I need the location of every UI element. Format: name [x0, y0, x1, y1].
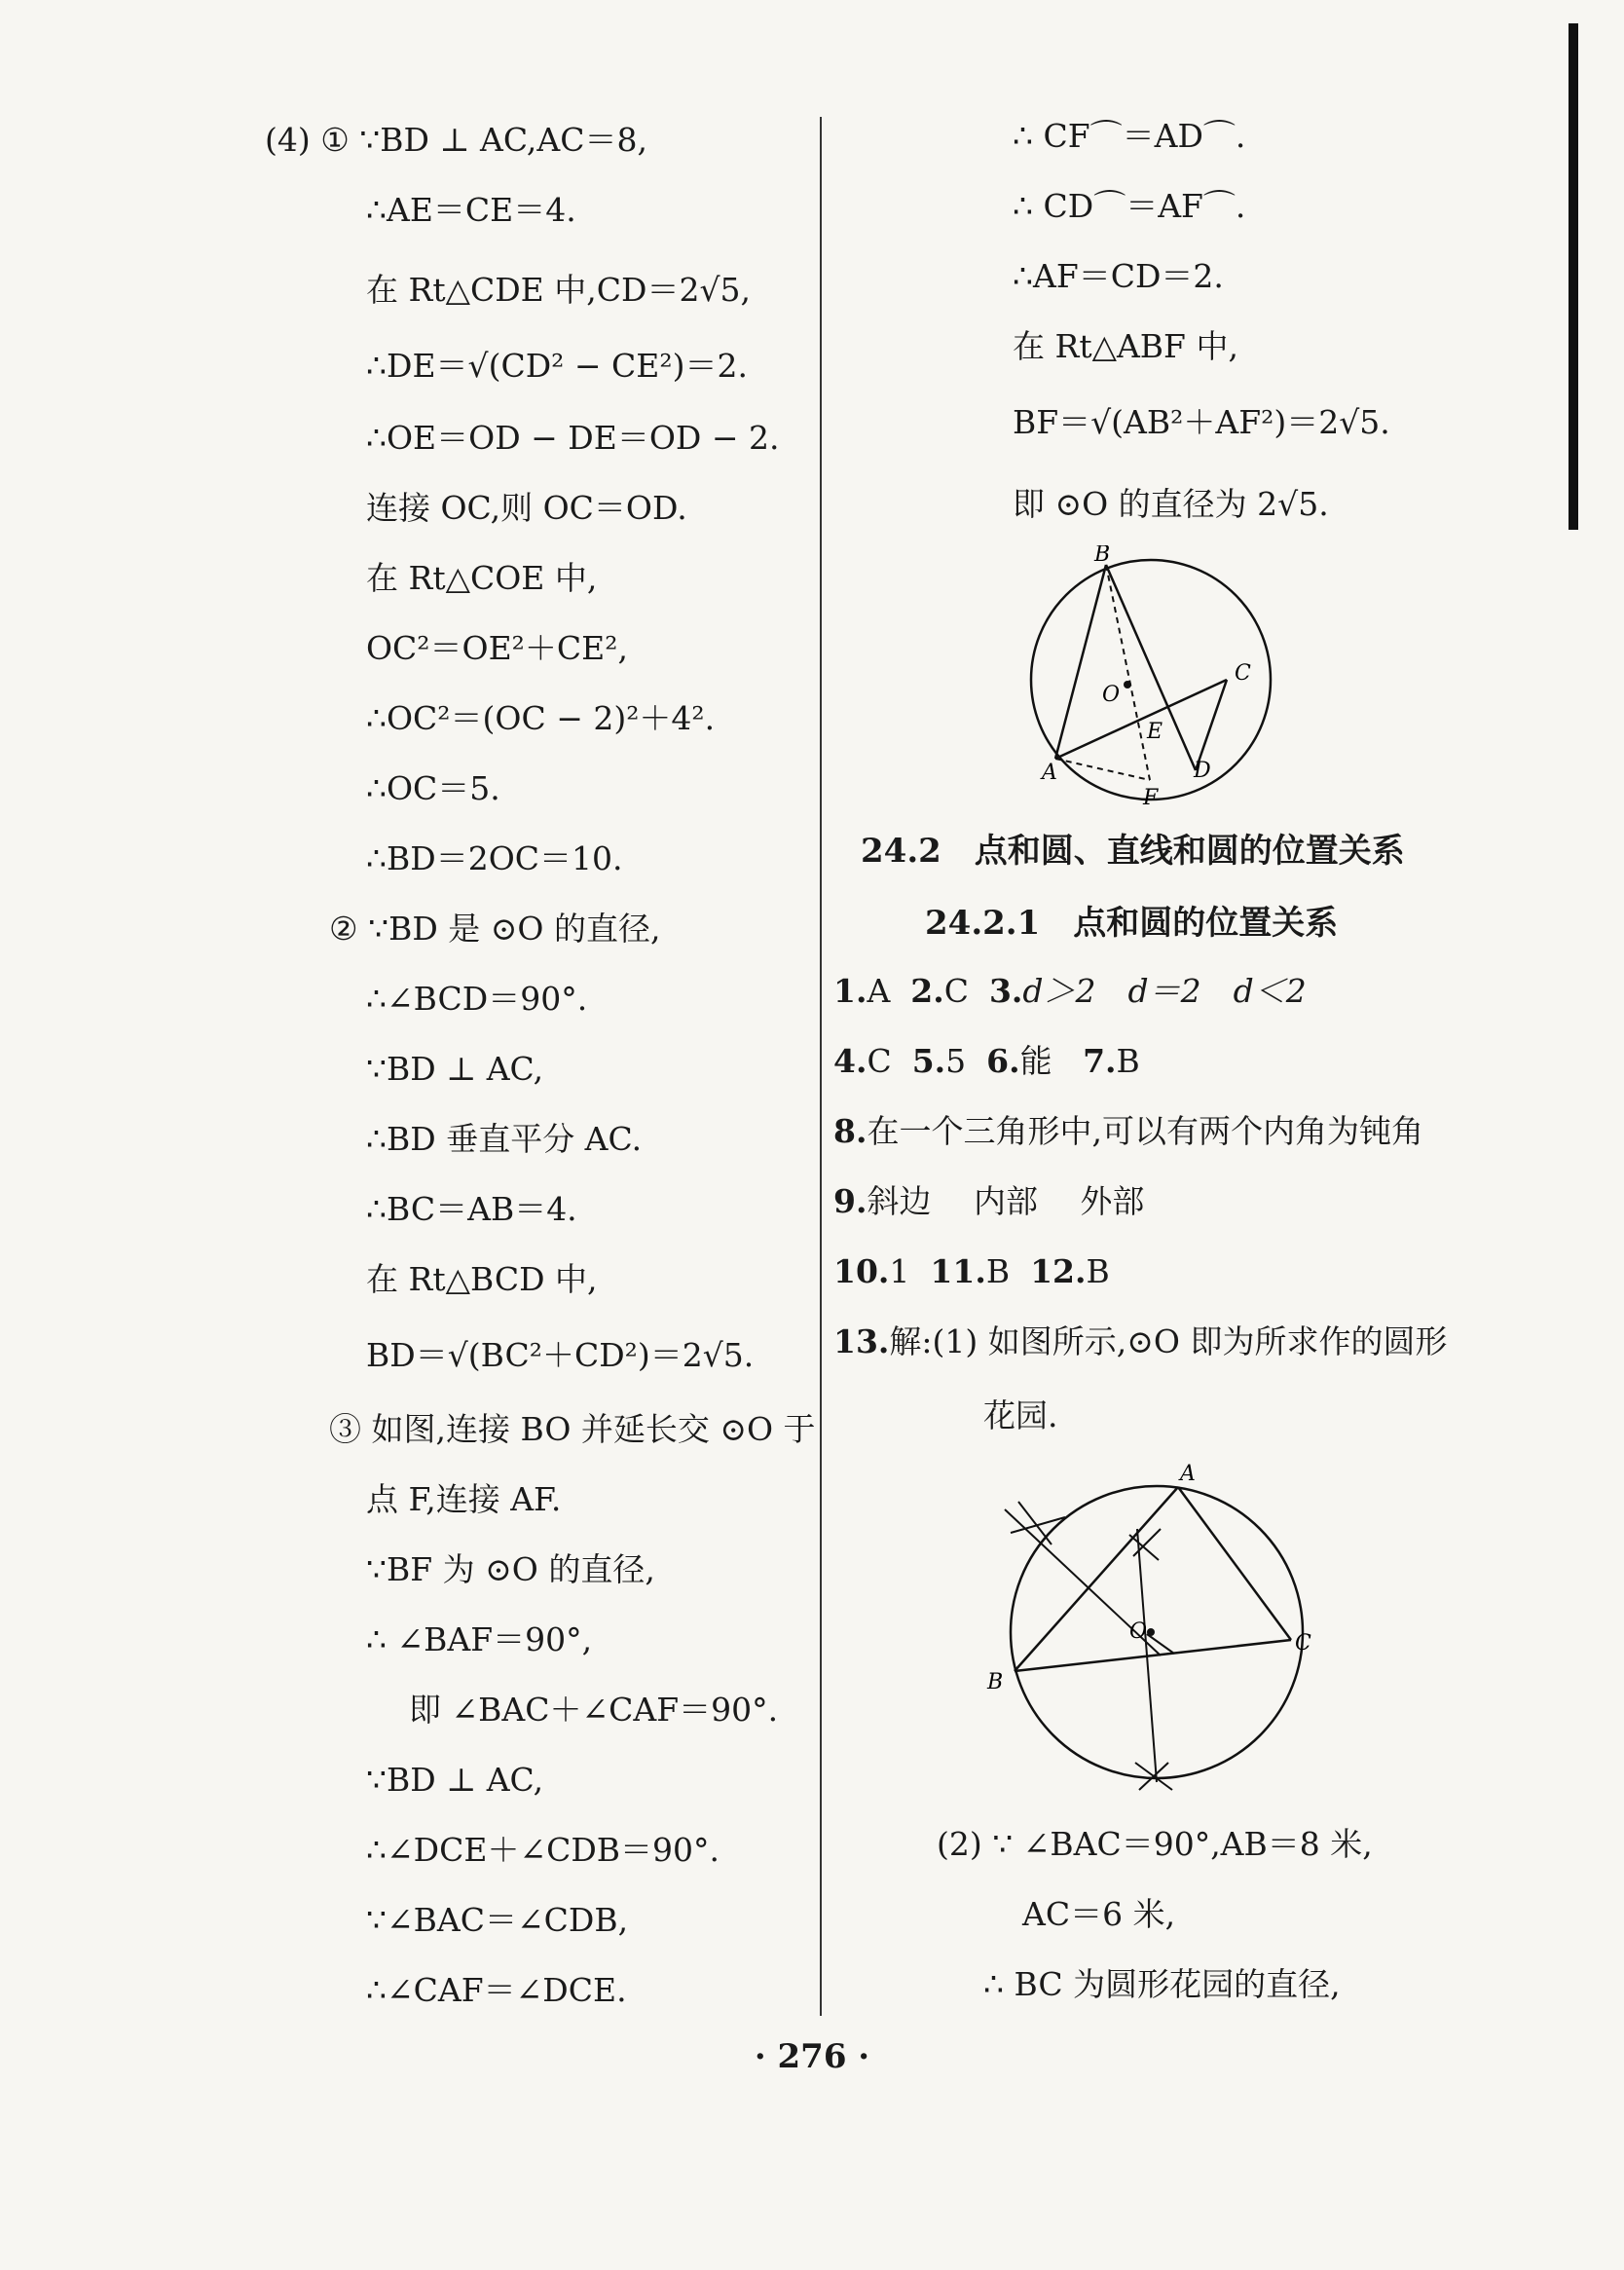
left-line-1: (4) ① ∵BD ⊥ AC,AC＝8,	[265, 121, 647, 159]
fig1-label-C: C	[1235, 661, 1251, 686]
fig1-label-O: O	[1102, 683, 1121, 707]
fig2-center-dot	[1147, 1628, 1155, 1636]
left-line-18: BD＝√(BC²＋CD²)＝2√5.	[366, 1336, 755, 1374]
q13-part2-line-1: (2) ∵ ∠BAC＝90°,AB＝8 米,	[937, 1825, 1373, 1863]
right-line-2: ∴ CD⌒＝AF⌒.	[1013, 187, 1246, 225]
left-line-6: 连接 OC,则 OC＝OD.	[366, 489, 687, 527]
left-line-7: 在 Rt△COE 中,	[366, 559, 598, 597]
answer-text: 能	[1019, 1042, 1052, 1080]
answer-text: C	[867, 1042, 892, 1080]
left-line-20: 点 F,连接 AF.	[366, 1480, 562, 1518]
left-line-27: ∴∠CAF＝∠DCE.	[366, 1971, 627, 2009]
answer-text: C	[943, 972, 969, 1010]
page-edge-bar	[1569, 23, 1578, 530]
fig2-label-C: C	[1295, 1631, 1311, 1656]
answer-text: A	[867, 972, 891, 1010]
answer-num: 8.	[833, 1112, 867, 1150]
left-line-21: ∵BF 为 ⊙O 的直径,	[366, 1550, 655, 1588]
fig1-line-BA	[1055, 565, 1106, 759]
fig1-line-CD	[1196, 680, 1227, 770]
fig2-label-O: O	[1129, 1619, 1148, 1644]
fig1-label-D: D	[1194, 759, 1211, 783]
left-line-17: 在 Rt△BCD 中,	[366, 1260, 598, 1298]
answer-num: 11.	[930, 1252, 986, 1290]
fig2-arc-3b	[1139, 1763, 1168, 1790]
left-line-4: ∴DE＝√(CD² − CE²)＝2.	[366, 347, 748, 385]
answer-row-1	[833, 970, 1307, 1013]
answer-text: 在一个三角形中,可以有两个内角为钝角	[867, 1112, 1423, 1150]
answer-row-4	[833, 1180, 1144, 1223]
q13-part2-line-3: ∴ BC 为圆形花园的直径,	[983, 1965, 1341, 2003]
answer-num: 12.	[1030, 1252, 1087, 1290]
fig2-arc-4a	[1147, 1634, 1174, 1654]
answer-text: d＞2 d＝2 d＜2	[1022, 972, 1307, 1010]
left-line-11: ∴BD＝2OC＝10.	[366, 839, 623, 877]
left-line-23: 即 ∠BAC＋∠CAF＝90°.	[409, 1691, 779, 1729]
left-line-26: ∵∠BAC＝∠CDB,	[366, 1901, 629, 1939]
answer-row-6	[833, 1321, 1447, 1363]
subsection-title: 24.2.1 点和圆的位置关系	[925, 904, 1339, 943]
page-number: · 276 ·	[754, 2037, 870, 2076]
fig1-line-AC	[1055, 680, 1227, 759]
left-line-14: ∵BD ⊥ AC,	[366, 1050, 544, 1088]
fig2-circle	[1011, 1486, 1303, 1778]
answer-num: 13.	[833, 1322, 890, 1360]
answer-num: 9.	[833, 1182, 867, 1220]
figure-circle-construction	[983, 1459, 1314, 1800]
answer-text: 5	[945, 1042, 967, 1080]
left-line-3: 在 Rt△CDE 中,CD＝2√5,	[366, 271, 751, 309]
q13-part2-line-2: AC＝6 米,	[1022, 1895, 1176, 1933]
answer-num: 6.	[986, 1042, 1020, 1080]
left-line-9: ∴OC²＝(OC − 2)²＋4².	[366, 699, 716, 737]
right-line-1: ∴ CF⌒＝AD⌒.	[1013, 117, 1246, 155]
right-line-5: BF＝√(AB²＋AF²)＝2√5.	[1013, 403, 1390, 441]
fig2-line-AB	[1015, 1487, 1178, 1671]
answer-text: B	[1116, 1042, 1140, 1080]
left-line-24: ∵BD ⊥ AC,	[366, 1761, 544, 1799]
answer-text: B	[985, 1252, 1011, 1290]
answer-13-continued: 花园.	[983, 1396, 1058, 1434]
answer-num: 10.	[833, 1252, 890, 1290]
answer-text: 解:(1) 如图所示,⊙O 即为所求作的圆形	[889, 1322, 1448, 1360]
section-title: 24.2 点和圆、直线和圆的位置关系	[861, 832, 1405, 871]
right-line-4: 在 Rt△ABF 中,	[1013, 327, 1238, 365]
fig1-center-dot	[1124, 681, 1131, 688]
answer-num: 7.	[1083, 1042, 1117, 1080]
left-line-2: ∴AE＝CE＝4.	[366, 191, 576, 229]
fig1-label-F: F	[1143, 786, 1159, 808]
answer-text: 斜边 内部 外部	[867, 1182, 1145, 1220]
answer-row-2	[833, 1040, 1140, 1083]
answer-num: 1.	[833, 972, 867, 1010]
answer-row-3	[833, 1110, 1423, 1153]
right-line-6: 即 ⊙O 的直径为 2√5.	[1013, 485, 1329, 523]
left-line-25: ∴∠DCE＋∠CDB＝90°.	[366, 1831, 720, 1869]
fig2-label-B: B	[987, 1670, 1004, 1694]
fig1-label-B: B	[1094, 545, 1111, 567]
fig1-label-E: E	[1147, 720, 1163, 744]
column-divider	[820, 117, 822, 2016]
left-line-22: ∴ ∠BAF＝90°,	[366, 1620, 593, 1658]
figure-circle-abcd	[1013, 545, 1295, 808]
left-line-10: ∴OC＝5.	[366, 769, 500, 807]
answer-text: 1	[889, 1252, 910, 1290]
answer-num: 4.	[833, 1042, 867, 1080]
fig2-label-A: A	[1180, 1462, 1196, 1486]
answer-row-5	[833, 1250, 1110, 1293]
left-line-13: ∴∠BCD＝90°.	[366, 980, 588, 1018]
answer-num: 3.	[988, 972, 1023, 1010]
right-line-3: ∴AF＝CD＝2.	[1013, 257, 1224, 295]
fig1-line-BF	[1106, 565, 1150, 780]
answer-num: 2.	[910, 972, 944, 1010]
left-line-12: ② ∵BD 是 ⊙O 的直径,	[329, 910, 661, 948]
left-line-19: ③ 如图,连接 BO 并延长交 ⊙O 于	[329, 1410, 816, 1448]
left-line-5: ∴OE＝OD − DE＝OD − 2.	[366, 419, 780, 457]
left-line-16: ∴BC＝AB＝4.	[366, 1190, 577, 1228]
answer-num: 5.	[911, 1042, 946, 1080]
fig1-label-A: A	[1042, 761, 1057, 785]
answer-text: B	[1086, 1252, 1110, 1290]
left-line-15: ∴BD 垂直平分 AC.	[366, 1120, 643, 1158]
left-line-8: OC²＝OE²＋CE²,	[366, 629, 628, 667]
fig2-line-BC	[1015, 1640, 1291, 1671]
